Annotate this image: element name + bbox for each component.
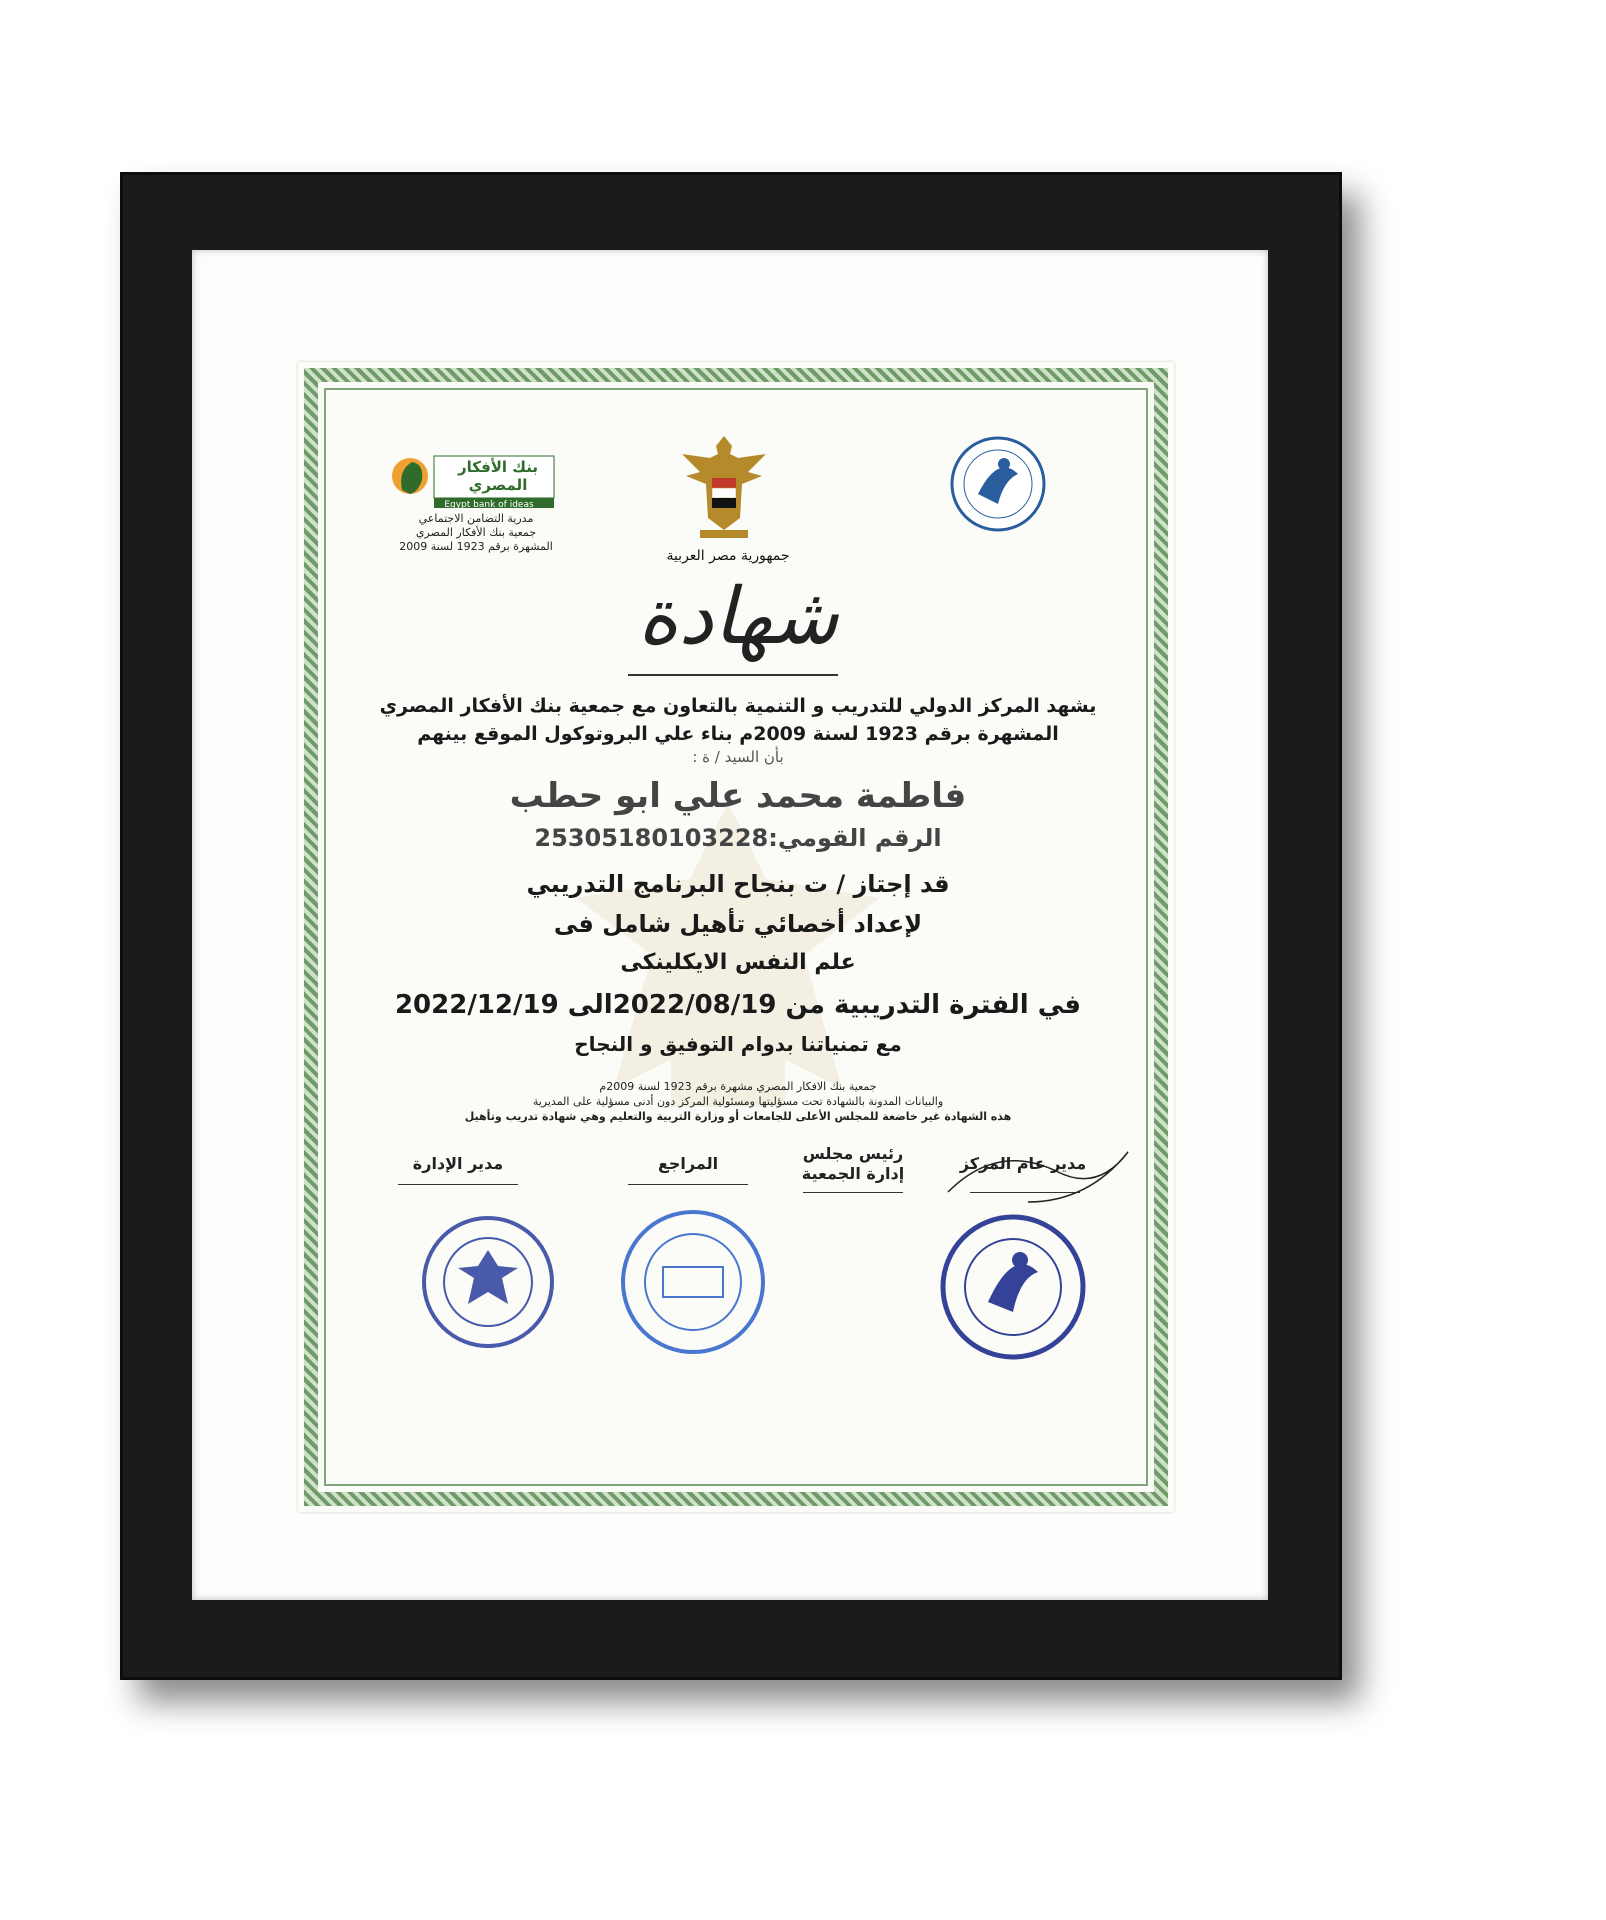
body-line-2: المشهرة برقم 1923 لسنة 2009م بناء علي البروتوكول الموقع بينهم — [417, 723, 1059, 745]
program-line-1: لإعداد أخصائي تأهيل شامل فى — [553, 910, 923, 938]
left-sub-line-1: مدرية التضامن الاجتماعي — [418, 512, 534, 525]
signature-line-board-chair — [803, 1192, 903, 1193]
national-id: الرقم القومي:25305180103228 — [534, 824, 942, 852]
program-line-2: علم النفس الايكلينكى — [620, 950, 856, 975]
left-logo-english-caption: Egypt bank of ideas — [444, 500, 534, 510]
body-line-1: يشهد المركز الدولي للتدريب و التنمية بالتعاون مع جمعية بنك الأفكار المصري — [379, 695, 1097, 717]
signature-label-board-chair: رئيس مجلس إدارة الجمعية — [801, 1144, 905, 1183]
training-center-stamp — [938, 1212, 1088, 1362]
certificate-paper — [298, 362, 1174, 1512]
certificate-title: شهادة — [637, 572, 839, 662]
footnote-1: جمعية بنك الافكار المصري مشهرة برقم 1923 لسنة 2009م — [599, 1080, 877, 1093]
signature-line-reviewer — [628, 1184, 748, 1185]
title-underline — [628, 674, 838, 676]
republic-label: جمهورية مصر العربية — [666, 548, 790, 564]
signature-label-reviewer: المراجع — [657, 1154, 719, 1173]
passed-statement: قد إجتاز / ت بنجاح البرنامج التدريبي — [526, 870, 950, 898]
association-stamp — [618, 1207, 768, 1357]
footnote-3: هذه الشهادة غير خاضعة للمجلس الأعلى للجامعات أو وزارة التربية والتعليم وهي شهادة تدريب وتأهيل — [464, 1110, 1012, 1123]
training-center-logo-icon — [948, 434, 1048, 534]
signature-label-general-manager: مدير عام المركز — [959, 1154, 1087, 1173]
wishes-line: مع تمنياتنا بدوام التوفيق و النجاح — [574, 1032, 902, 1056]
administration-stamp — [418, 1212, 558, 1352]
footnote-2: والبيانات المدونة بالشهادة تحت مسؤليتها ومسئولية المركز دون أدنى مسؤلية على المديرية — [532, 1095, 944, 1108]
handwritten-signature — [938, 1132, 1138, 1222]
left-logo-arabic-name: بنك الأفكار المصري — [457, 458, 539, 494]
training-period: في الفترة التدريبية من 2022/08/19الى 2022/12/19 — [394, 990, 1082, 1020]
signature-label-admin-manager: مدير الإدارة — [412, 1154, 504, 1173]
body-line-3: بأن السيد / ة : — [692, 748, 784, 766]
left-logo-subtext — [376, 512, 576, 554]
egypt-eagle-emblem-icon — [678, 432, 770, 542]
left-sub-line-2: جمعية بنك الأفكار المصري — [415, 526, 537, 539]
signature-line-admin-manager — [398, 1184, 518, 1185]
left-sub-line-3: المشهرة برقم 1923 لسنة 2009 — [399, 540, 553, 553]
recipient-name: فاطمة محمد علي ابو حطب — [509, 776, 967, 816]
picture-frame — [120, 172, 1342, 1680]
frame-mat — [192, 250, 1268, 1600]
